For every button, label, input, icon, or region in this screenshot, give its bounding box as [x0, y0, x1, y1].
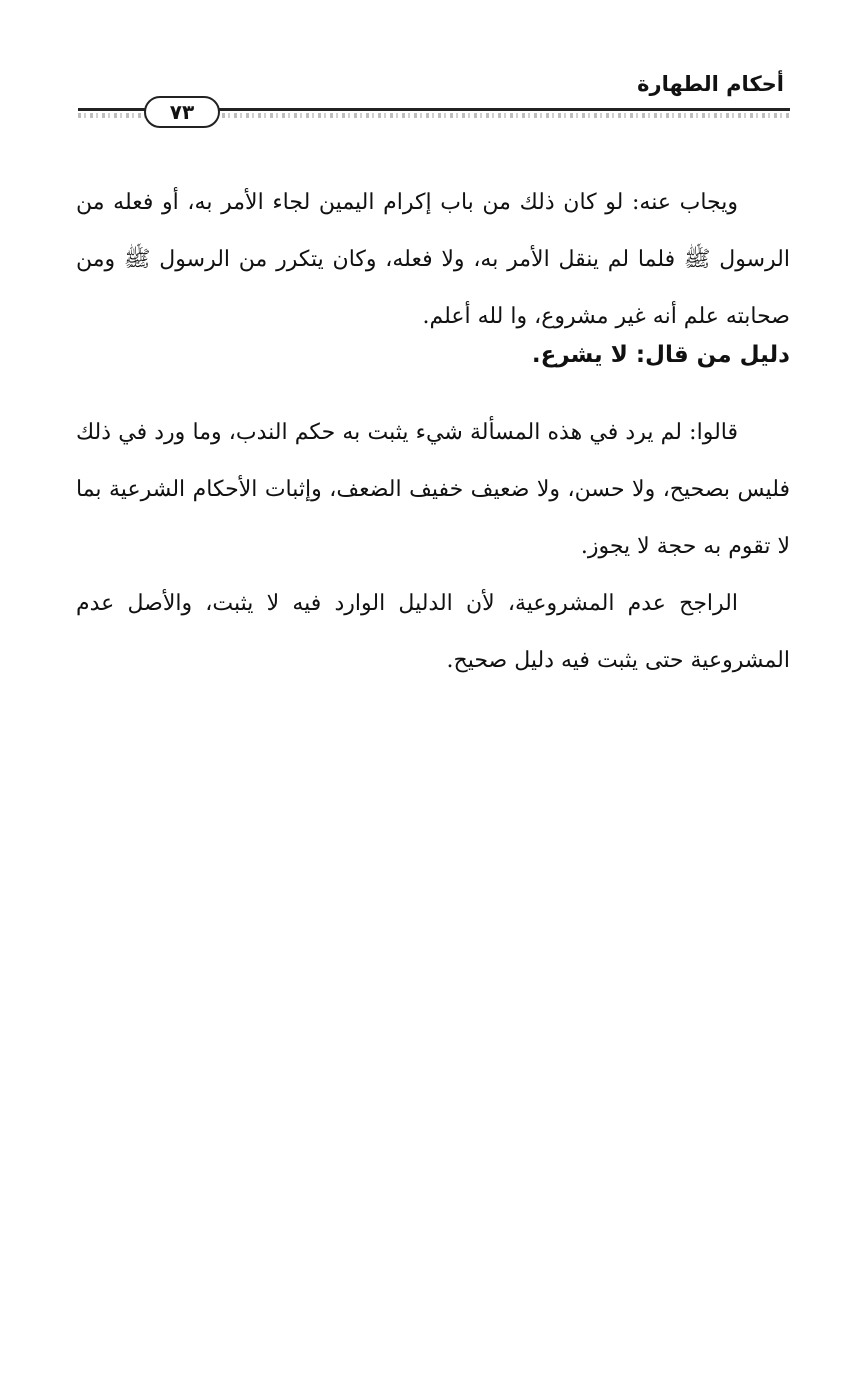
header-rule	[78, 96, 790, 126]
page-number: ٧٣	[144, 96, 220, 128]
paragraph-conclusion: الراجح عدم المشروعية، لأن الدليل الوارد فيه لا يثبت، والأصل عدم المشروعية حتى يثبت فيه دليل صحيح.	[76, 591, 790, 673]
paragraph-evidence: قالوا: لم يرد في هذه المسألة شيء يثبت به حكم الندب، وما ورد في ذلك فليس بصحيح، ولا حسن، ولا ضعيف خفيف الضعف، وإثبات الأحكام الشرعية بما لا تقوم به حجة لا يجوز.	[76, 420, 790, 559]
running-title: أحكام الطهارة	[637, 72, 784, 96]
paragraph-response: ويجاب عنه: لو كان ذلك من باب إكرام اليمين لجاء الأمر به، أو فعله من الرسول ﷺ فلما لم ينقل الأمر به، ولا فعله، وكان يتكرر من الرسول ﷺ ومن صحابته علم أنه غير مشروع، وا لله أعلم.	[76, 190, 790, 329]
section-heading: دليل من قال: لا يشرع.	[531, 342, 790, 368]
